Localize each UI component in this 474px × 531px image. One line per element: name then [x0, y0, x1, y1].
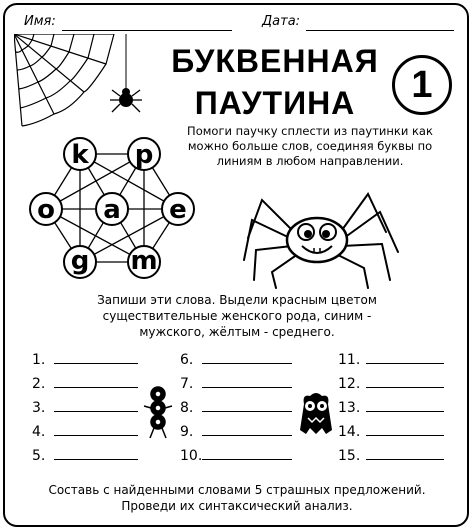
blob-monster-icon: [296, 390, 336, 438]
instruction-bottom: [20, 482, 454, 514]
answer-line-13[interactable]: 13.: [338, 400, 444, 416]
answer-line-12[interactable]: 12.: [338, 376, 444, 392]
answer-line-9[interactable]: 9.: [180, 424, 292, 440]
spider-illustration: [242, 180, 402, 290]
name-field[interactable]: [62, 30, 232, 31]
instruction-top-line-1: Помоги паучку сплести из паутинки как: [187, 124, 433, 138]
answer-line-11[interactable]: 11.: [338, 352, 444, 368]
date-field[interactable]: [306, 30, 454, 31]
web-letter-a: a: [103, 195, 121, 225]
name-label: Имя:: [24, 14, 56, 29]
date-label: Дата:: [262, 14, 301, 29]
caterpillar-monster-icon: [140, 386, 176, 440]
answer-line-8[interactable]: 8.: [180, 400, 292, 416]
cobweb-illustration: [14, 34, 154, 144]
title-line-1: БУКВЕННАЯ: [171, 43, 379, 79]
title-line-2: ПАУТИНА: [194, 85, 356, 121]
instruction-bottom-line-1: Составь с найденными словами 5 страшных предложений.: [48, 483, 426, 497]
instruction-mid-line-1: Запиши эти слова. Выдели красным цветом: [97, 293, 377, 307]
worksheet-number: 1: [392, 55, 452, 115]
answer-line-1[interactable]: 1.: [32, 352, 138, 368]
answer-line-15[interactable]: 15.: [338, 448, 444, 464]
instruction-mid: [30, 292, 444, 340]
letter-web: [18, 134, 218, 284]
instruction-top-line-2: можно больше слов, соединяя буквы по: [187, 139, 433, 153]
web-letter-k: k: [71, 140, 89, 170]
answer-line-6[interactable]: 6.: [180, 352, 292, 368]
answer-line-5[interactable]: 5.: [32, 448, 138, 464]
answer-line-2[interactable]: 2.: [32, 376, 138, 392]
web-letter-p: p: [134, 140, 154, 170]
answer-line-10[interactable]: 10.: [180, 448, 292, 464]
instruction-mid-line-3: мужского, жёлтым - среднего.: [139, 325, 335, 339]
web-letter-g: g: [70, 246, 90, 276]
web-letter-e: e: [169, 195, 187, 225]
small-spider-icon: [110, 88, 142, 112]
answer-line-7[interactable]: 7.: [180, 376, 292, 392]
instruction-bottom-line-2: Проведи их синтаксический анализ.: [121, 499, 353, 513]
web-letter-m: m: [130, 246, 158, 276]
answer-line-3[interactable]: 3.: [32, 400, 138, 416]
web-letter-o: o: [37, 195, 55, 225]
instruction-mid-line-2: существительные женского рода, синим -: [102, 309, 372, 323]
answer-line-4[interactable]: 4.: [32, 424, 138, 440]
answer-line-14[interactable]: 14.: [338, 424, 444, 440]
instruction-top-line-3: линиям в любом направлении.: [216, 154, 404, 168]
